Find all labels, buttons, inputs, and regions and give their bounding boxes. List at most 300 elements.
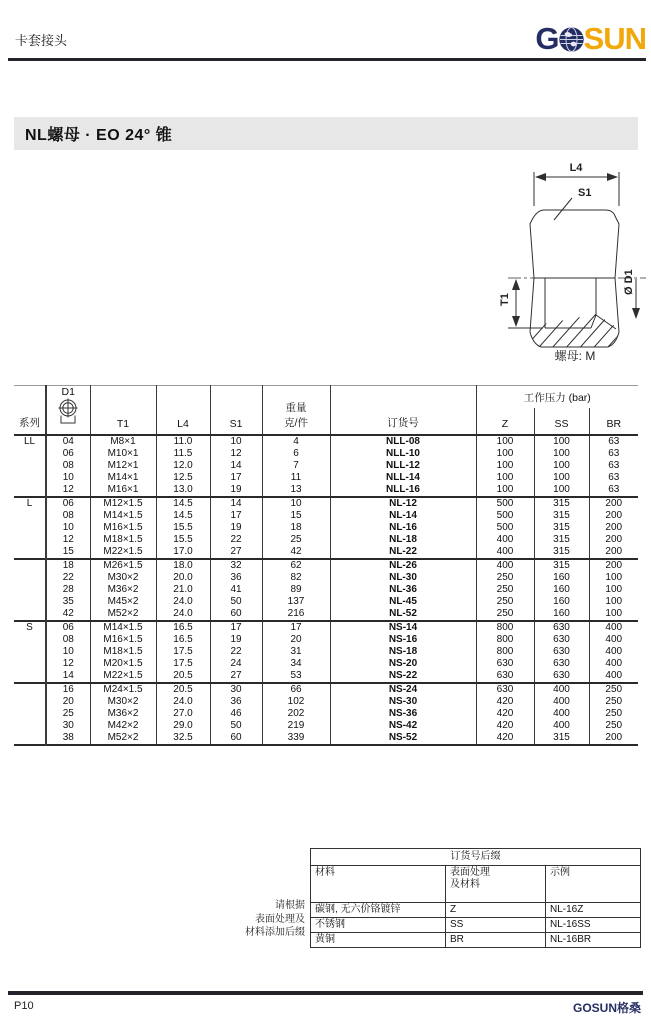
series-cell [14,646,46,658]
data-cell: 24.0 [156,596,210,608]
suffix-cell: 黄铜 [311,933,446,948]
data-cell: M26×1.5 [90,559,156,572]
data-cell: 400 [476,559,534,572]
order-no-cell: NL-16 [330,522,476,534]
order-no-cell: NL-36 [330,584,476,596]
data-cell: 16 [46,683,90,696]
order-no-cell: NLL-16 [330,484,476,497]
data-cell: 50 [210,720,262,732]
data-cell: 63 [589,472,638,484]
col-header-br: BR [589,408,638,435]
data-cell: 41 [210,584,262,596]
data-cell: 08 [46,634,90,646]
data-cell: 50 [210,596,262,608]
data-cell: 630 [534,670,589,683]
series-cell [14,708,46,720]
series-cell: S [14,621,46,634]
data-cell: 100 [589,608,638,621]
data-cell: 17.0 [156,546,210,559]
data-cell: 46 [210,708,262,720]
data-cell: 63 [589,435,638,448]
data-cell: 630 [476,683,534,696]
order-no-cell: NLL-10 [330,448,476,460]
data-cell: 630 [534,634,589,646]
data-cell: 315 [534,497,589,510]
data-cell: 34 [262,658,330,670]
data-cell: 13 [262,484,330,497]
order-no-cell: NS-42 [330,720,476,732]
data-cell: 63 [589,460,638,472]
table-row [14,634,638,646]
data-cell: 66 [262,683,330,696]
data-cell: 15.5 [156,534,210,546]
data-cell: M30×2 [90,572,156,584]
data-cell: 12 [46,534,90,546]
drawing-caption: 螺母: M [554,349,596,363]
data-cell: 315 [534,510,589,522]
col-header-pressure: 工作压力 (bar) [476,386,638,409]
data-cell: 6 [262,448,330,460]
suffix-row [311,918,641,933]
data-cell: 800 [476,621,534,634]
suffix-row [311,903,641,918]
data-cell: 17.5 [156,658,210,670]
data-cell: 10 [210,435,262,448]
data-cell: 08 [46,460,90,472]
table-row [14,510,638,522]
breadcrumb: 卡套接头 [15,33,68,48]
data-cell: 630 [534,646,589,658]
table-row [14,460,638,472]
table-row [14,497,638,510]
main-table-body [14,435,638,745]
header-rule [8,58,646,61]
data-cell: 250 [476,608,534,621]
data-cell: 19 [210,634,262,646]
col-header-s1: S1 [210,386,262,436]
data-cell: 800 [476,646,534,658]
data-cell: 100 [534,435,589,448]
series-cell [14,696,46,708]
data-cell: 17.5 [156,646,210,658]
data-cell: 42 [46,608,90,621]
data-cell: 500 [476,522,534,534]
brand-logo [535,22,646,56]
table-row [14,534,638,546]
data-cell: 160 [534,584,589,596]
data-cell: 400 [534,720,589,732]
data-cell: M18×1.5 [90,646,156,658]
series-cell [14,448,46,460]
data-cell: 800 [476,634,534,646]
data-cell: 420 [476,732,534,745]
series-cell [14,608,46,621]
data-cell: 17 [210,472,262,484]
data-cell: M52×2 [90,608,156,621]
data-cell: 160 [534,608,589,621]
data-cell: M36×2 [90,708,156,720]
table-row [14,621,638,634]
data-cell: 250 [476,584,534,596]
suffix-cell: NL-16SS [546,918,641,933]
data-cell: 15.5 [156,522,210,534]
data-cell: 12 [46,658,90,670]
series-cell [14,584,46,596]
data-cell: 16.5 [156,621,210,634]
table-row [14,646,638,658]
data-cell: 10 [46,646,90,658]
logo-letters-sun: SUN [583,21,646,56]
data-cell: 15 [262,510,330,522]
data-cell: 200 [589,534,638,546]
data-cell: M14×1.5 [90,621,156,634]
main-table [14,385,638,746]
data-cell: 100 [534,484,589,497]
data-cell: M10×1 [90,448,156,460]
data-cell: 25 [262,534,330,546]
data-cell: 200 [589,546,638,559]
table-row [14,484,638,497]
data-cell: 16.5 [156,634,210,646]
data-cell: 20 [46,696,90,708]
data-cell: 400 [589,621,638,634]
data-cell: 53 [262,670,330,683]
data-cell: 32.5 [156,732,210,745]
data-cell: 400 [589,646,638,658]
data-cell: 06 [46,621,90,634]
dim-label-s1: S1 [578,187,592,199]
series-cell [14,559,46,572]
table-row [14,683,638,696]
order-suffix-table [310,848,641,948]
col-header-series: 系列 [14,386,46,436]
data-cell: 20.5 [156,670,210,683]
col-header-weight: 重量 克/件 [262,386,330,436]
data-cell: 400 [534,696,589,708]
series-cell [14,510,46,522]
data-cell: 400 [476,546,534,559]
table-row [14,584,638,596]
table-row [14,522,638,534]
data-cell: 27 [210,670,262,683]
table-row [14,435,638,448]
col-header-z: Z [476,408,534,435]
data-cell: 19 [210,484,262,497]
data-cell: 11.0 [156,435,210,448]
data-cell: 60 [210,608,262,621]
data-cell: 04 [46,435,90,448]
data-cell: 250 [589,696,638,708]
data-cell: M14×1 [90,472,156,484]
data-cell: 15 [46,546,90,559]
table-row [14,608,638,621]
order-no-cell: NL-45 [330,596,476,608]
data-cell: 200 [589,510,638,522]
table-row [14,720,638,732]
order-no-cell: NL-22 [330,546,476,559]
data-cell: M14×1.5 [90,510,156,522]
table-row [14,572,638,584]
data-cell: 24.0 [156,608,210,621]
order-no-cell: NLL-12 [330,460,476,472]
data-cell: 630 [534,621,589,634]
data-cell: 420 [476,696,534,708]
suffix-row [311,933,641,948]
data-cell: 100 [476,435,534,448]
col-header-ss: SS [534,408,589,435]
data-cell: M36×2 [90,584,156,596]
nut-technical-drawing [450,158,650,350]
series-cell [14,596,46,608]
data-cell: 12.5 [156,472,210,484]
data-cell: 630 [476,670,534,683]
data-cell: 315 [534,732,589,745]
col-header-l4: L4 [156,386,210,436]
series-cell [14,732,46,745]
series-cell [14,572,46,584]
data-cell: 420 [476,708,534,720]
data-cell: 20.0 [156,572,210,584]
suffix-cell: Z [446,903,546,918]
data-cell: 25 [46,708,90,720]
data-cell: 12.0 [156,460,210,472]
data-cell: 630 [534,658,589,670]
suffix-cell: NL-16BR [546,933,641,948]
data-cell: 42 [262,546,330,559]
series-cell: L [14,497,46,510]
data-cell: M18×1.5 [90,534,156,546]
dim-label-d1: Ø D1 [623,269,635,295]
footer-brand: GOSUN格桑 [572,1001,641,1015]
data-cell: 7 [262,460,330,472]
suffix-table-title: 订货号后缀 [311,849,641,866]
series-cell: LL [14,435,46,448]
dim-label-t1: T1 [499,293,511,306]
series-cell [14,534,46,546]
data-cell: 06 [46,448,90,460]
series-cell [14,670,46,683]
series-cell [14,720,46,732]
order-no-cell: NLL-08 [330,435,476,448]
order-no-cell: NS-24 [330,683,476,696]
data-cell: 17 [262,621,330,634]
data-cell: 22 [46,572,90,584]
data-cell: 14 [210,497,262,510]
series-cell [14,546,46,559]
suffix-header-example: 示例 [546,866,641,903]
logo-letter-g: G [535,21,559,56]
data-cell: M16×1 [90,484,156,497]
table-row [14,732,638,745]
data-cell: 06 [46,497,90,510]
series-cell [14,460,46,472]
data-cell: 10 [46,472,90,484]
data-cell: 400 [589,670,638,683]
data-cell: 200 [589,732,638,745]
order-no-cell: NL-52 [330,608,476,621]
suffix-cell: SS [446,918,546,933]
data-cell: M22×1.5 [90,546,156,559]
order-no-cell: NS-22 [330,670,476,683]
table-row [14,472,638,484]
data-cell: 339 [262,732,330,745]
section-title-bar [14,117,638,150]
data-cell: 137 [262,596,330,608]
data-cell: 38 [46,732,90,745]
data-cell: 100 [476,460,534,472]
footer-rule [8,991,643,995]
data-cell: 20 [262,634,330,646]
data-cell: M45×2 [90,596,156,608]
order-no-cell: NS-30 [330,696,476,708]
suffix-cell: NL-16Z [546,903,641,918]
data-cell: 100 [534,472,589,484]
data-cell: M20×1.5 [90,658,156,670]
data-cell: 89 [262,584,330,596]
data-cell: 30 [46,720,90,732]
suffix-header-material: 材料 [311,866,446,903]
data-cell: 14 [210,460,262,472]
table-row [14,658,638,670]
data-cell: 100 [534,448,589,460]
data-cell: 22 [210,646,262,658]
data-cell: 315 [534,546,589,559]
data-cell: M16×1.5 [90,522,156,534]
data-cell: M16×1.5 [90,634,156,646]
data-cell: 219 [262,720,330,732]
data-cell: 100 [476,484,534,497]
data-cell: 400 [589,634,638,646]
data-cell: 102 [262,696,330,708]
table-row [14,448,638,460]
data-cell: 14 [46,670,90,683]
data-cell: 82 [262,572,330,584]
page-title: NL螺母 · EO 24° 锥 [25,127,173,144]
table-row [14,670,638,683]
order-no-cell: NS-36 [330,708,476,720]
data-cell: 315 [534,522,589,534]
data-cell: 400 [589,658,638,670]
data-cell: M24×1.5 [90,683,156,696]
suffix-cell: 不锈钢 [311,918,446,933]
suffix-cell: BR [446,933,546,948]
data-cell: 28 [46,584,90,596]
col-header-t1: T1 [90,386,156,436]
data-cell: M12×1 [90,460,156,472]
series-cell [14,634,46,646]
data-cell: 100 [589,584,638,596]
data-cell: 100 [476,448,534,460]
data-cell: 24 [210,658,262,670]
data-cell: 160 [534,572,589,584]
table-row [14,546,638,559]
data-cell: 630 [476,658,534,670]
data-cell: 216 [262,608,330,621]
data-cell: 13.0 [156,484,210,497]
data-cell: 63 [589,448,638,460]
data-cell: 250 [589,720,638,732]
data-cell: 35 [46,596,90,608]
data-cell: M30×2 [90,696,156,708]
order-no-cell: NLL-14 [330,472,476,484]
data-cell: 18 [262,522,330,534]
data-cell: 27 [210,546,262,559]
data-cell: 17 [210,510,262,522]
data-cell: 100 [589,572,638,584]
col-header-order-no: 订货号 [330,386,476,436]
data-cell: M8×1 [90,435,156,448]
data-cell: 12 [46,484,90,497]
suffix-header-surface: 表面处理 及材料 [446,866,546,903]
data-cell: 18 [46,559,90,572]
order-no-cell: NL-30 [330,572,476,584]
data-cell: 27.0 [156,708,210,720]
data-cell: M12×1.5 [90,497,156,510]
order-no-cell: NL-26 [330,559,476,572]
table-row [14,708,638,720]
data-cell: 500 [476,510,534,522]
data-cell: 62 [262,559,330,572]
data-cell: 4 [262,435,330,448]
data-cell: 19 [210,522,262,534]
dim-label-l4: L4 [569,162,583,174]
data-cell: 63 [589,484,638,497]
table-row [14,596,638,608]
data-cell: 500 [476,497,534,510]
data-cell: 18.0 [156,559,210,572]
data-cell: 100 [534,460,589,472]
data-cell: 315 [534,534,589,546]
order-no-cell: NS-52 [330,732,476,745]
data-cell: 200 [589,497,638,510]
data-cell: M52×2 [90,732,156,745]
data-cell: 420 [476,720,534,732]
data-cell: 10 [262,497,330,510]
page-number: P10 [14,1000,34,1012]
data-cell: 160 [534,596,589,608]
data-cell: 30 [210,683,262,696]
series-cell [14,484,46,497]
order-no-cell: NS-20 [330,658,476,670]
order-no-cell: NS-16 [330,634,476,646]
suffix-table-body [311,903,641,948]
series-cell [14,472,46,484]
series-cell [14,683,46,696]
data-cell: 60 [210,732,262,745]
table-row [14,559,638,572]
data-cell: M22×1.5 [90,670,156,683]
data-cell: 10 [46,522,90,534]
data-cell: 250 [476,572,534,584]
data-cell: 400 [534,708,589,720]
data-cell: 08 [46,510,90,522]
data-cell: 21.0 [156,584,210,596]
tube-end-icon [56,398,80,427]
order-no-cell: NS-18 [330,646,476,658]
col-header-d1-label: D1 [61,386,75,398]
globe-icon [559,26,584,53]
suffix-annotation: 请根据 表面处理及 材料添加后缀 [245,900,305,938]
data-cell: 22 [210,534,262,546]
data-cell: 200 [589,522,638,534]
data-cell: 12 [210,448,262,460]
order-no-cell: NS-14 [330,621,476,634]
data-cell: 29.0 [156,720,210,732]
data-cell: 100 [589,596,638,608]
data-cell: 400 [534,683,589,696]
series-cell [14,522,46,534]
data-cell: 20.5 [156,683,210,696]
